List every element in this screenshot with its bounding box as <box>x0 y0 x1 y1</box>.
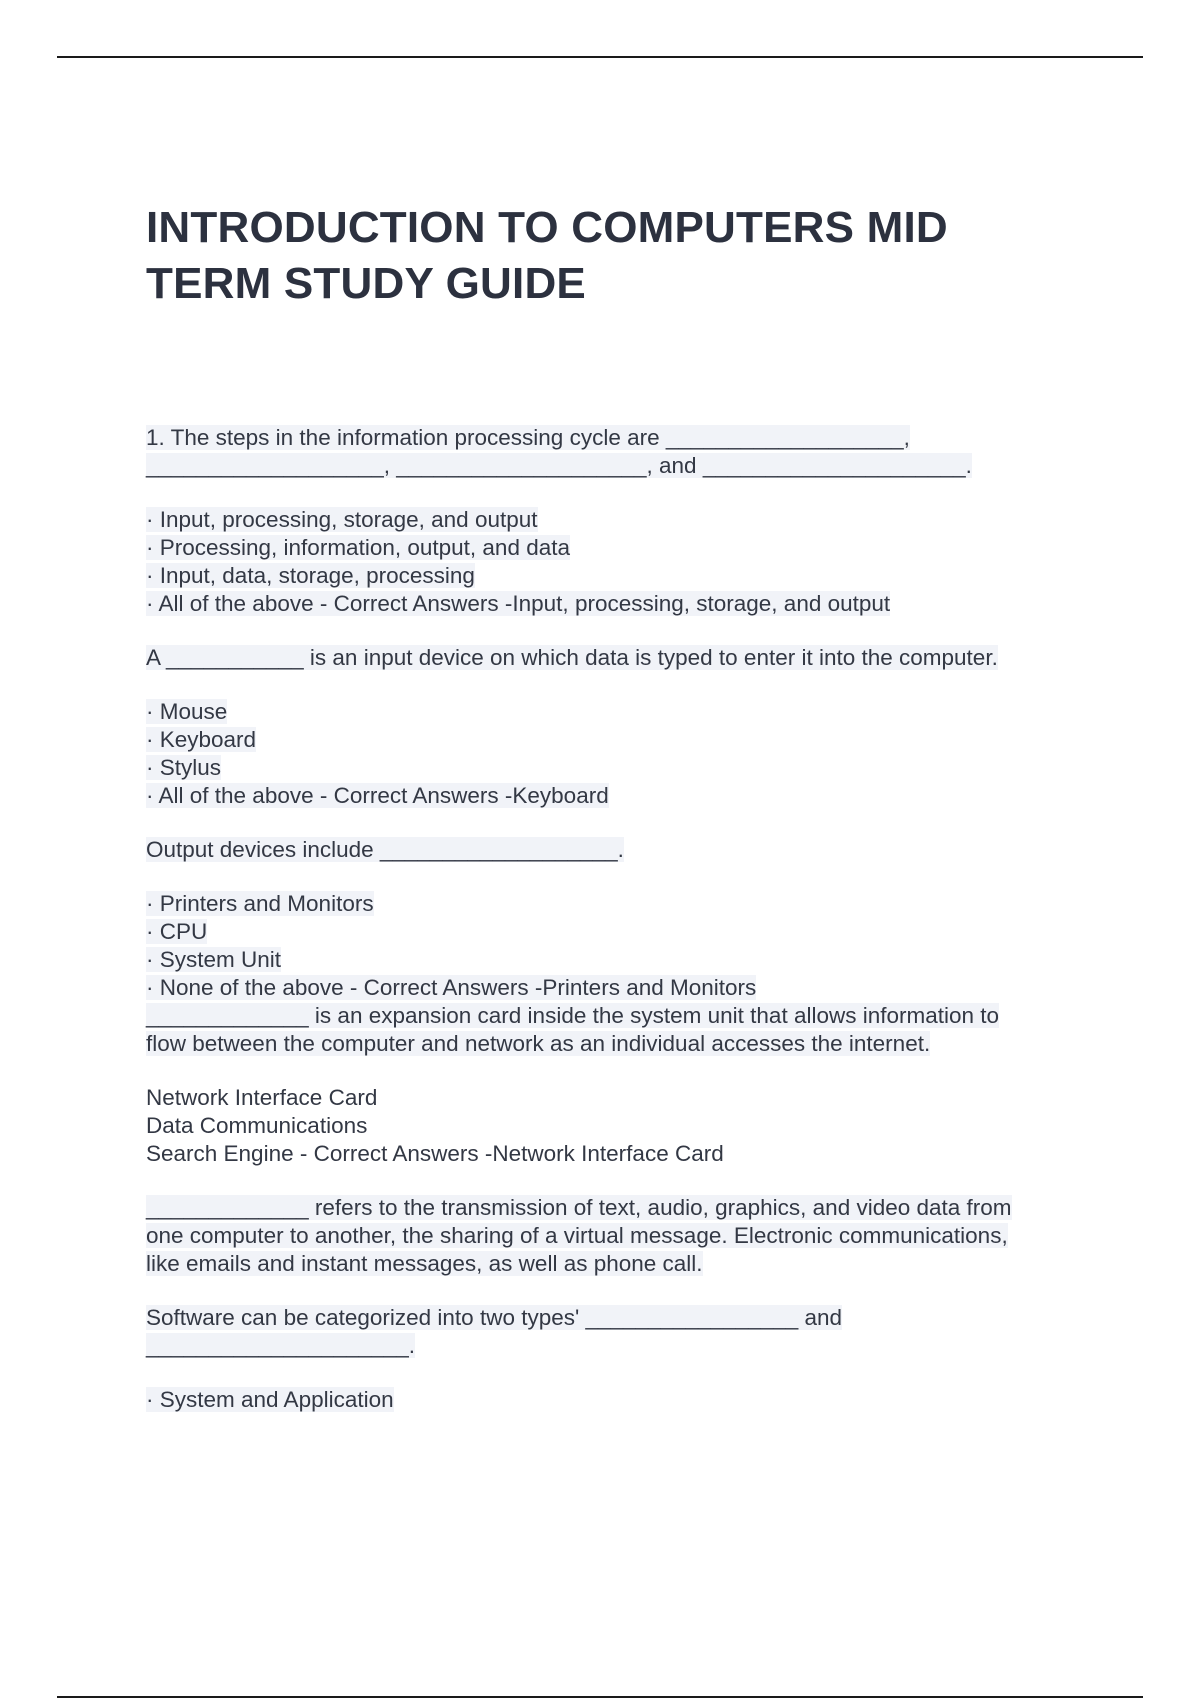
question-2 <box>146 644 1086 672</box>
answer-option-correct: · All of the above - Correct Answers -Keyboard <box>146 783 609 808</box>
question-1-options <box>146 506 1086 618</box>
header-rule <box>57 56 1143 58</box>
question-prompt: A ___________ is an input device on which data is typed to enter it into the computer. <box>146 645 998 670</box>
answer-option: · System and Application <box>146 1387 394 1412</box>
document-title <box>146 200 1076 312</box>
question-1 <box>146 424 1086 480</box>
answer-option: · Processing, information, output, and data <box>146 535 570 560</box>
question-prompt: _____________ is an expansion card inside the system unit that allows information to <box>146 1003 1000 1028</box>
question-6 <box>146 1304 1086 1360</box>
question-prompt: Output devices include ___________________. <box>146 837 624 862</box>
question-prompt: ___________________, ____________________, and _____________________. <box>146 453 972 478</box>
question-3 <box>146 836 1086 864</box>
answer-option: · Input, processing, storage, and output <box>146 507 538 532</box>
question-prompt: Software can be categorized into two types' _________________ and <box>146 1305 843 1330</box>
answer-option: · Keyboard <box>146 727 257 752</box>
answer-option: · Printers and Monitors <box>146 891 374 916</box>
footer-rule <box>57 1696 1143 1698</box>
title-line-1: INTRODUCTION TO COMPUTERS MID <box>146 203 948 252</box>
title-line-2: TERM STUDY GUIDE <box>146 259 586 308</box>
answer-option-correct: · All of the above - Correct Answers -Input, processing, storage, and output <box>146 591 891 616</box>
question-prompt: like emails and instant messages, as well as phone call. <box>146 1251 703 1276</box>
answer-option: Data Communications <box>146 1113 368 1138</box>
answer-option: · CPU <box>146 919 208 944</box>
study-guide-content <box>146 424 1086 1414</box>
answer-option: · Mouse <box>146 699 228 724</box>
answer-option: · Input, data, storage, processing <box>146 563 475 588</box>
question-prompt: 1. The steps in the information processing cycle are ___________________, <box>146 425 910 450</box>
question-prompt: one computer to another, the sharing of a virtual message. Electronic communications, <box>146 1223 1008 1248</box>
question-2-options <box>146 698 1086 810</box>
answer-option-correct: · None of the above - Correct Answers -Printers and Monitors <box>146 975 757 1000</box>
answer-option: Network Interface Card <box>146 1085 378 1110</box>
answer-option: · System Unit <box>146 947 282 972</box>
question-prompt: _____________________. <box>146 1333 416 1358</box>
question-4-options <box>146 1084 1086 1168</box>
question-prompt: _____________ refers to the transmission of text, audio, graphics, and video data from <box>146 1195 1012 1220</box>
question-6-options <box>146 1386 1086 1414</box>
question-5 <box>146 1194 1086 1278</box>
answer-option-correct: Search Engine - Correct Answers -Network Interface Card <box>146 1141 724 1166</box>
answer-option: · Stylus <box>146 755 222 780</box>
question-3-options <box>146 890 1086 1002</box>
question-prompt: flow between the computer and network as an individual accesses the internet. <box>146 1031 931 1056</box>
question-4 <box>146 1002 1086 1058</box>
